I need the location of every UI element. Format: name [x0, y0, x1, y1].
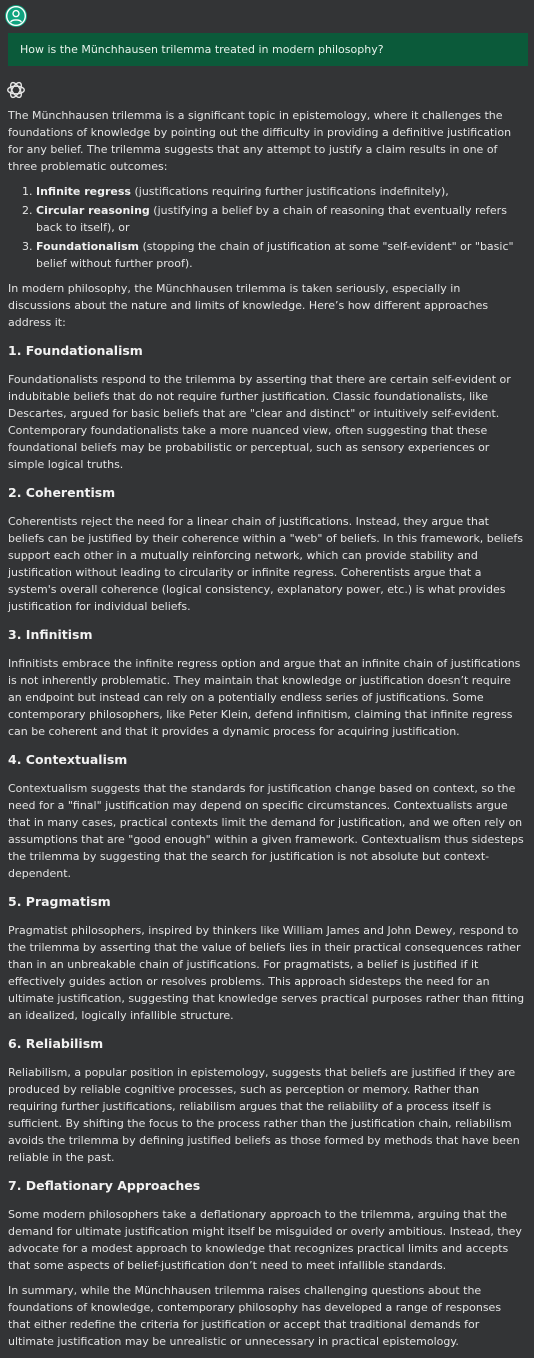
section-body: Coherentists reject the need for a linear chain of justifications. Instead, they argue that beliefs can be justified by their coherence within a "web" of beliefs. In this framework, beliefs support each other in a mutually reinforcing network, which can provide stability and justification without leading to circularity or infinite regress. Coherentists argue that a system's overall coherence (logical consistency, explanatory power, etc.) is what provides justification for individual beliefs.: [8, 515, 524, 613]
outcome-item: [36, 202, 526, 236]
outcome-item: [36, 183, 526, 200]
section-body: Foundationalists respond to the trilemma by asserting that there are certain self-evident or indubitable beliefs that do not require further justification. Classic foundationalists, like Descartes, argued for basic beliefs that are "clear and distinct" or intuitively self-evident. Contemporary foundationalists take a more nuanced view, often suggesting that these foundational beliefs may be probabilistic or perceptual, such as sensory experiences or simple logical truths.: [8, 373, 511, 471]
outcome-desc: (justifying a belief by a chain of reasoning that eventually refers back to itself), or: [36, 204, 507, 234]
summary-paragraph: In summary, while the Münchhausen trilemma raises challenging questions about the foundations of knowledge, contemporary philosophy has developed a range of responses that either redefine the criteria for justification or accept that traditional demands for ultimate justification may be unrealistic or unnecessary in practical epistemology.: [8, 1284, 502, 1348]
section-heading: 1. Foundationalism: [8, 343, 143, 358]
section-heading: 3. Infinitism: [8, 627, 93, 642]
section-body: Some modern philosophers take a deflationary approach to the trilemma, arguing that the demand for ultimate justification might itself be misguided or overly ambitious. Instead, they advocate for a modest approach to knowledge that recognizes practical limits and accepts that some aspects of belief-justification don’t need to meet infallible standards.: [8, 1208, 522, 1272]
section-heading: 2. Coherentism: [8, 485, 116, 500]
assistant-answer: [8, 107, 526, 1358]
section-heading: 5. Pragmatism: [8, 894, 111, 909]
user-message: How is the Münchhausen trilemma treated in modern philosophy?: [8, 33, 528, 66]
outcomes-list: [8, 183, 526, 272]
section-heading: 7. Deflationary Approaches: [8, 1178, 201, 1193]
user-message-row: [0, 0, 534, 80]
outcome-desc: (justifications requiring further justifications indefinitely),: [130, 185, 449, 198]
outcome-term: Circular reasoning: [36, 204, 150, 217]
section-body: Infinitists embrace the infinite regress option and argue that an infinite chain of justifications is not inherently problematic. They maintain that knowledge or justification doesn’t require an endpoint but instead can rely on a potentially endless series of justifications. Some contemporary philosophers, like Peter Klein, defend infinitism, claiming that infinite regress can be coherent and that it provides a dynamic process for acquiring justification.: [8, 657, 521, 738]
outcome-term: Infinite regress: [36, 185, 131, 198]
lead-paragraph: In modern philosophy, the Münchhausen trilemma is taken seriously, especially in discussions about the nature and limits of knowledge. Here’s how different approaches address it:: [8, 282, 489, 329]
section-body: Pragmatist philosophers, inspired by thinkers like William James and John Dewey, respond to the trilemma by asserting that the value of beliefs lies in their practical consequences rather than in an unbreakable chain of justifications. For pragmatists, a belief is justified if it effectively guides action or resolves problems. This approach sidesteps the need for an ultimate justification, suggesting that knowledge serves practical purposes rather than fitting an idealized, logically infallible structure.: [8, 924, 525, 1022]
outcome-item: [36, 238, 526, 272]
section-heading: 4. Contextualism: [8, 752, 128, 767]
intro-paragraph: The Münchhausen trilemma is a significant topic in epistemology, where it challenges the foundations of knowledge by pointing out the difficulty in providing a definitive justification for any belief. The trilemma suggests that any attempt to justify a claim results in one of three problematic outcomes:: [8, 109, 512, 173]
section-heading: 6. Reliabilism: [8, 1036, 104, 1051]
outcome-desc: (stopping the chain of justification at some "self-evident" or "basic" belief without further proof).: [36, 240, 514, 270]
section-body: Contextualism suggests that the standards for justification change based on context, so the need for a "final" justification may depend on specific circumstances. Contextualists argue that in many cases, practical contexts limit the demand for justification, and we often rely on assumptions that are "good enough" within a given framework. Contextualism thus sidesteps the trilemma by suggesting that the search for justification is not absolute but context-dependent.: [8, 782, 524, 880]
user-avatar-icon: [4, 4, 28, 28]
chatgpt-logo-icon: [5, 79, 27, 101]
outcome-term: Foundationalism: [36, 240, 139, 253]
section-body: Reliabilism, a popular position in epistemology, suggests that beliefs are justified if they are produced by reliable cognitive processes, such as perception or memory. Rather than requiring further justifications, reliabilism argues that the reliability of a process itself is sufficient. By shifting the focus to the process rather than the justification chain, reliabilism avoids the trilemma by defining justified beliefs as those formed by methods that have been reliable in the past.: [8, 1066, 520, 1164]
